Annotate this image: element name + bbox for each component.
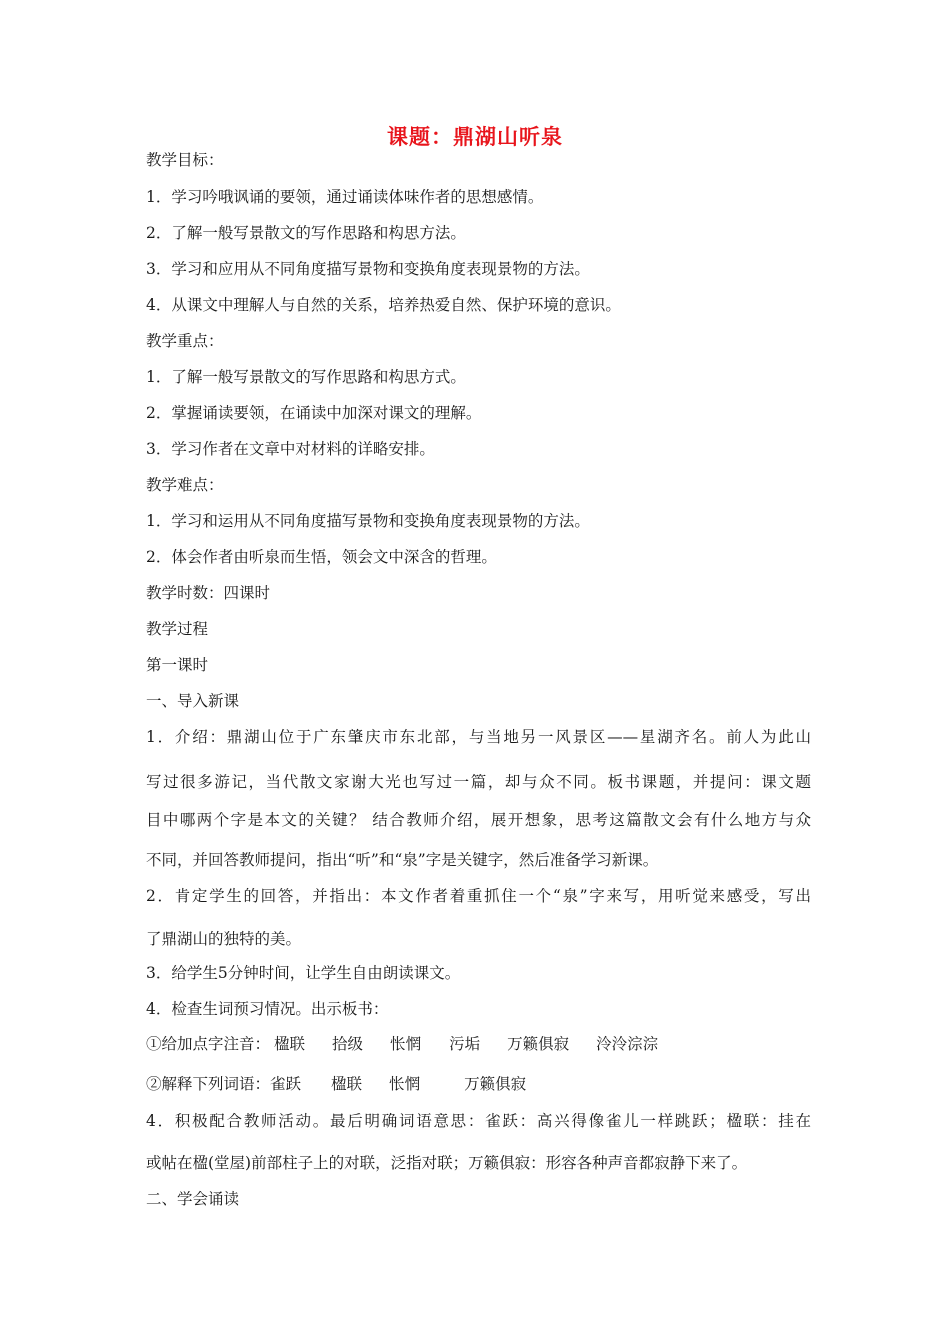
vocab-word: 雀跃 [270,1075,302,1093]
objective-item: 2．了解一般写景散文的写作思路和构思方法。 [146,224,466,242]
intro-line: 不同，并回答教师提问，指出“听”和“泉”字是关键字，然后准备学习新课。 [146,851,659,869]
affirm-line: 了鼎湖山的独特的美。 [146,930,302,948]
difficulty-item: 1．学习和运用从不同角度描写景物和变换角度表现景物的方法。 [146,512,590,530]
vocab-word: 万籁俱寂 [507,1035,570,1053]
page-title: 课题：鼎湖山听泉 [387,125,563,149]
process-heading: 教学过程 [146,620,209,638]
difficulty-item: 2．体会作者由听泉而生悟，领会文中深含的哲理。 [146,548,497,566]
vocab-check-line: 4．检查生词预习情况。出示板书： [146,1000,389,1018]
vocab-word: 污垢 [449,1035,481,1053]
intro-line: 目中哪两个字是本文的关键？ 结合教师介绍，展开想象，思考这篇散文会有什么地方与众 [146,811,811,829]
objective-item: 4．从课文中理解人与自然的关系，培养热爱自然、保护环境的意识。 [146,296,621,314]
vocab-word: 拾级 [332,1035,364,1053]
intro-line: 1．介绍：鼎湖山位于广东肇庆市东北部，与当地另一风景区——星湖齐名。前人为此山 [146,728,811,746]
intro-line: 写过很多游记，当代散文家谢大光也写过一篇，却与众不同。板书课题，并提问：课文题 [146,773,811,791]
explain-exercise [146,1074,811,1094]
teaching-hours: 教学时数：四课时 [146,584,271,602]
key-point-item: 3．学习作者在文章中对材料的详略安排。 [146,440,435,458]
vocab-word: 楹联 [331,1075,363,1093]
key-point-item: 1．了解一般写景散文的写作思路和构思方式。 [146,368,466,386]
key-points-heading: 教学重点： [146,332,224,350]
reading-line: 3．给学生5分钟时间，让学生自由朗读课文。 [146,964,461,982]
vocab-word: 怅惘 [389,1075,421,1093]
section-heading: 二、学会诵读 [146,1190,240,1208]
cooperate-line: 4．积极配合教师活动。最后明确词语意思：雀跃：高兴得像雀儿一样跳跃；楹联：挂在 [146,1112,811,1130]
section-heading: 一、导入新课 [146,692,240,710]
objective-item: 3．学习和应用从不同角度描写景物和变换角度表现景物的方法。 [146,260,590,278]
vocab-word: 楹联 [274,1035,306,1053]
cooperate-line: 或帖在楹(堂屋)前部柱子上的对联，泛指对联；万籁俱寂：形容各种声音都寂静下来了。 [146,1154,748,1172]
explain-label: ②解释下列词语： [146,1075,271,1093]
lesson-heading: 第一课时 [146,656,209,674]
vocab-word: 泠泠淙淙 [596,1035,659,1053]
vocab-word: 怅惘 [390,1035,422,1053]
vocab-word: 万籁俱寂 [464,1075,527,1093]
affirm-line: 2．肯定学生的回答，并指出：本文作者着重抓住一个“泉”字来写，用听觉来感受，写出 [146,887,811,905]
objective-item: 1．学习吟哦讽诵的要领，通过诵读体味作者的思想感情。 [146,188,544,206]
objectives-heading: 教学目标： [146,151,224,169]
pinyin-label: ①给加点字注音： [146,1035,271,1053]
key-point-item: 2．掌握诵读要领，在诵读中加深对课文的理解。 [146,404,482,422]
pinyin-exercise [146,1034,811,1054]
difficulties-heading: 教学难点： [146,476,224,494]
